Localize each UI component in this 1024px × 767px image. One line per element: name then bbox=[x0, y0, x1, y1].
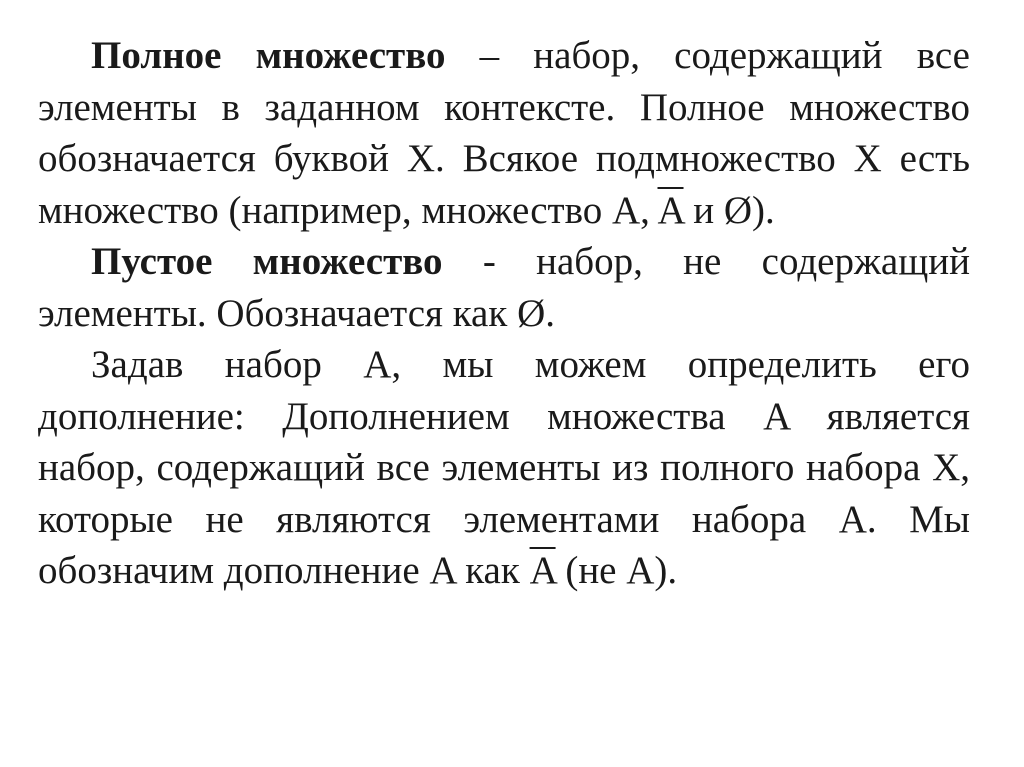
term-empty-set: Пустое множество bbox=[91, 240, 443, 283]
empty-set-definition: - набор, не содержащий элементы. Обозначается как Ø. bbox=[38, 240, 970, 335]
complement-tail: (не A). bbox=[555, 549, 678, 592]
paragraph-universal-set bbox=[38, 30, 970, 236]
complement-symbol: $\overline{A}$ bbox=[657, 188, 684, 232]
slide-text bbox=[38, 30, 970, 597]
term-universal-set: Полное множество bbox=[91, 34, 446, 77]
universal-set-definition: – набор, содержащий все элементы в заданном контексте. Полное множество обозначается буквой X. Всякое подмножество X есть множество (например, множество A, bbox=[38, 34, 970, 232]
paragraph-complement bbox=[38, 339, 970, 597]
universal-set-tail: и Ø). bbox=[683, 188, 775, 232]
paragraph-empty-set bbox=[38, 236, 970, 339]
complement-symbol: $\overline{A}$ bbox=[529, 549, 556, 592]
complement-definition: Задав набор A, мы можем определить его дополнение: Дополнением множества A является набор, содержащий все элементы из полного набора X, которые не являются элементами набора A. Мы обозначим дополнение A как bbox=[38, 343, 970, 592]
